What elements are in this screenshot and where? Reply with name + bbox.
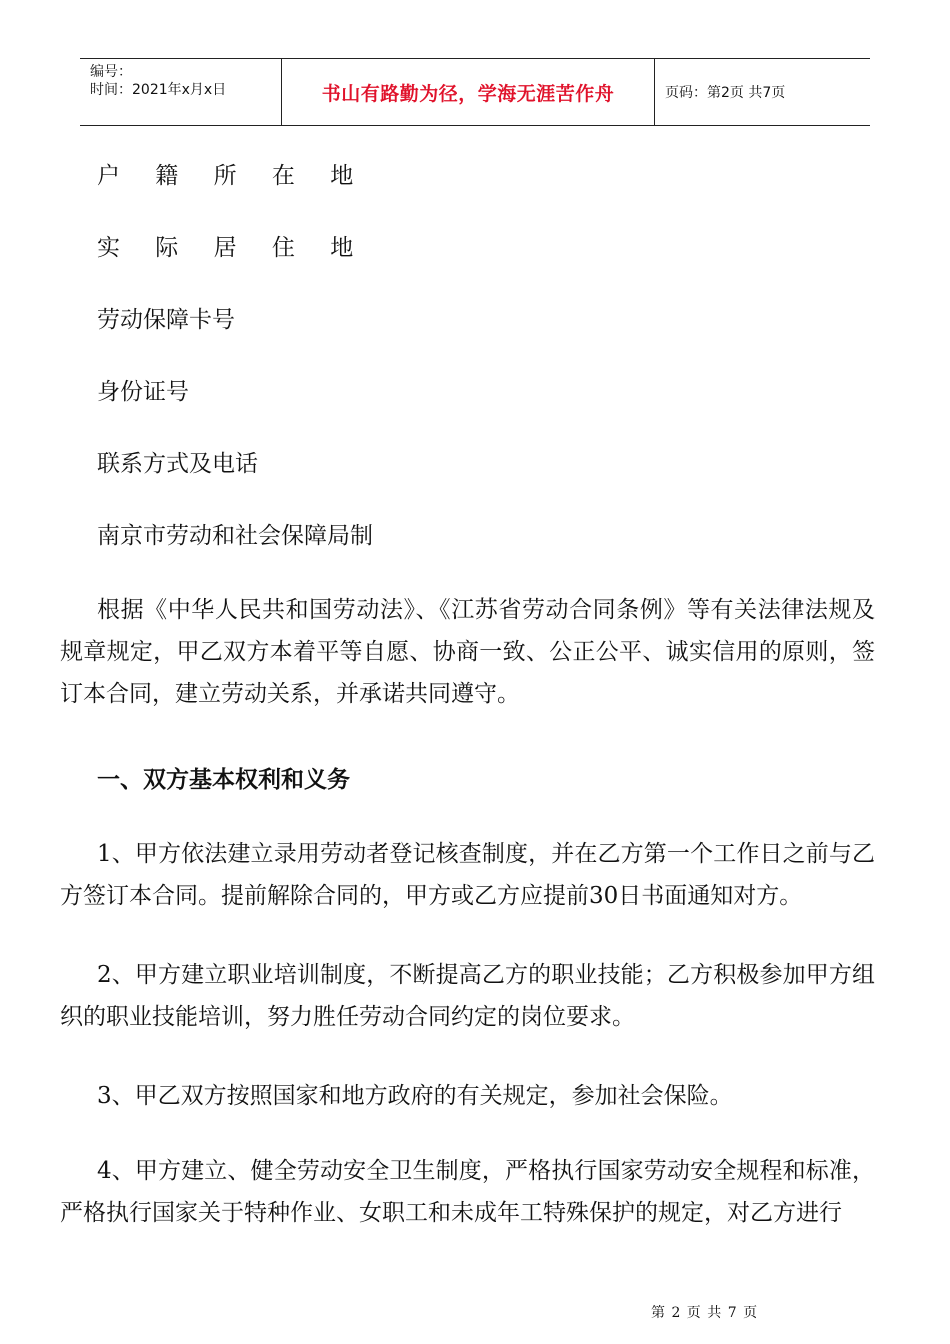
field-id-number: 身份证号 xyxy=(97,379,189,405)
header-table xyxy=(80,58,870,126)
intro-paragraph: 根据《中华人民共和国劳动法》、《江苏省劳动合同条例》等有关法律法规及规章规定，甲乙双方本着平等自愿、协商一致、公正公平、诚实信用的原则，签订本合同，建立劳动关系，并承诺共同遵守。 xyxy=(60,597,875,707)
clause-2: 2、甲方建立职业培训制度，不断提高乙方的职业技能；乙方积极参加甲方组织的职业技能培训，努力胜任劳动合同约定的岗位要求。 xyxy=(60,962,875,1030)
header-page-label: 页码：第2页 共7页 xyxy=(665,85,786,101)
field-actual-residence: 实 际 居 住 地 xyxy=(97,235,368,261)
header-motto: 书山有路勤为径，学海无涯苦作舟 xyxy=(282,59,655,125)
clause-4: 4、甲方建立、健全劳动安全卫生制度，严格执行国家劳动安全规程和标准，严格执行国家关于特种作业、女职工和未成年工特殊保护的规定，对乙方进行 xyxy=(60,1158,875,1226)
header-meta xyxy=(80,59,282,125)
clause-3: 3、甲乙双方按照国家和地方政府的有关规定，参加社会保险。 xyxy=(97,1083,733,1109)
issuing-authority: 南京市劳动和社会保障局制 xyxy=(97,523,373,549)
field-contact-phone: 联系方式及电话 xyxy=(97,451,258,477)
section-title: 一、双方基本权利和义务 xyxy=(97,766,350,793)
field-labor-security-card: 劳动保障卡号 xyxy=(97,307,235,333)
clause-1: 1、甲方依法建立录用劳动者登记核查制度，并在乙方第一个工作日之前与乙方签订本合同。提前解除合同的，甲方或乙方应提前30日书面通知对方。 xyxy=(60,841,875,909)
document-time-label: 时间：2021年x月x日 xyxy=(90,82,227,98)
document-number-label: 编号： xyxy=(90,64,132,80)
page-footer: 第 2 页 共 7 页 xyxy=(651,1305,759,1321)
field-household-registration: 户 籍 所 在 地 xyxy=(97,163,368,189)
